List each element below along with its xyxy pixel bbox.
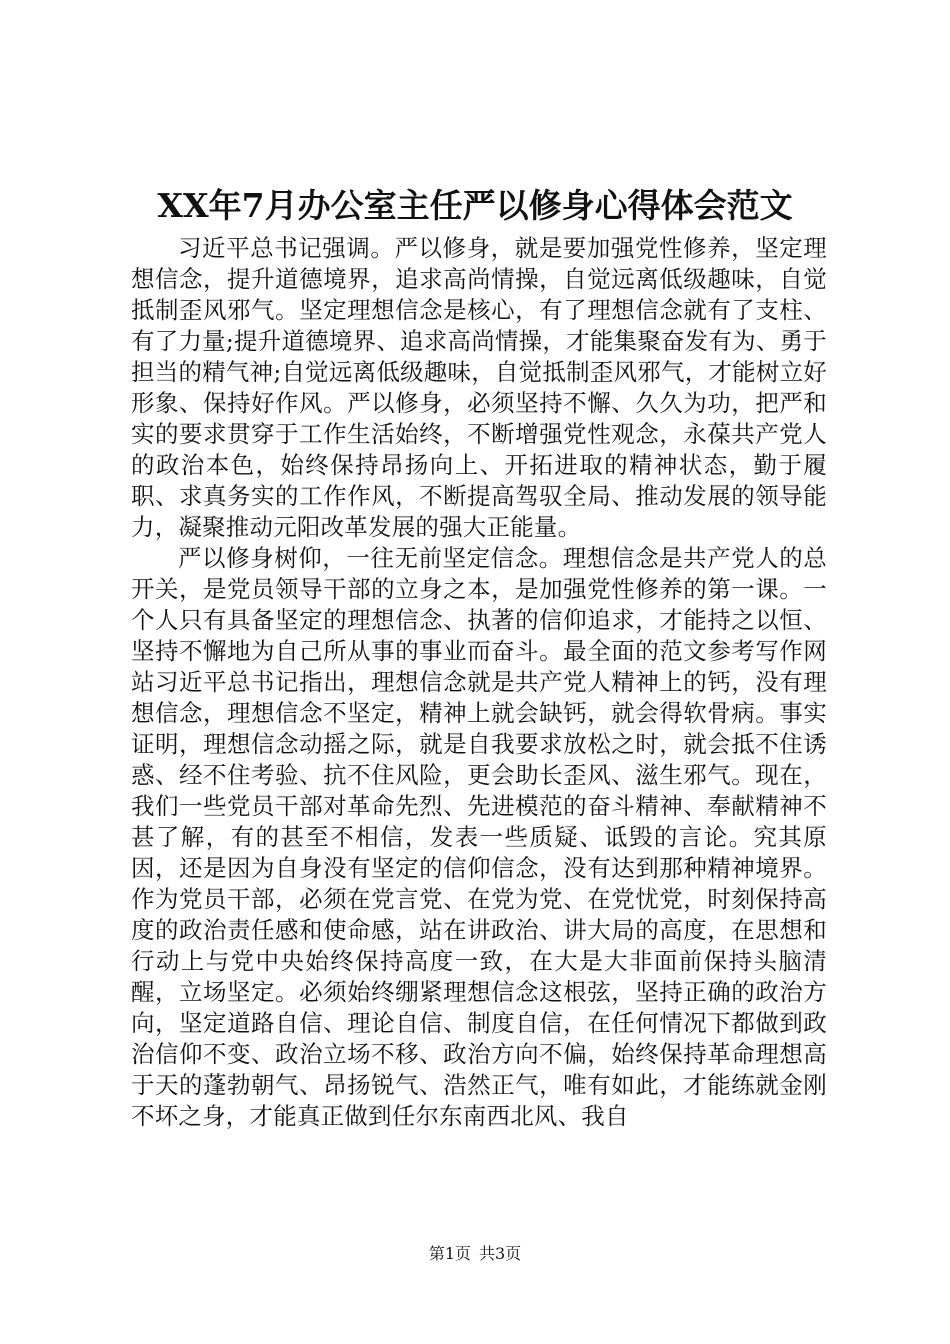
page-number: 第1页 [428,1244,471,1263]
page-total: 共3页 [479,1244,522,1263]
document-title: XX年7月办公室主任严以修身心得体会范文 [157,186,793,225]
page-footer [0,1243,950,1265]
document-body [131,233,827,1132]
body-paragraph-1: 习近平总书记强调。严以修身，就是要加强党性修养，坚定理想信念，提升道德境界，追求高尚情操，自觉远离低级趣味，自觉抵制歪风邪气。坚定理想信念是核心，有了理想信念就有了支柱、有了力量;提升道德境界、追求高尚情操，才能集聚奋发有为、勇于担当的精气神;自觉远离低级趣味，自觉抵制歪风邪气，才能树立好形象、保持好作风。严以修身，必须坚持不懈、久久为功，把严和实的要求贯穿于工作生活始终，不断增强党性观念，永葆共产党人的政治本色，始终保持昂扬向上、开拓进取的精神状态，勤于履职、求真务实的工作作风，不断提高驾驭全局、推动发展的领导能力，凝聚推动元阳改革发展的强大正能量。 [131,234,827,541]
body-paragraph-2: 严以修身树仰，一往无前坚定信念。理想信念是共产党人的总开关，是党员领导干部的立身之本，是加强党性修养的第一课。一个人只有具备坚定的理想信念、执著的信仰追求，才能持之以恒、坚持不懈地为自己所从事的事业而奋斗。最全面的范文参考写作网站习近平总书记指出，理想信念就是共产党人精神上的钙，没有理想信念，理想信念不坚定，精神上就会缺钙，就会得软骨病。事实证明，理想信念动摇之际，就是自我要求放松之时，就会抵不住诱惑、经不住考验、抗不住风险，更会助长歪风、滋生邪气。现在，我们一些党员干部对革命先烈、先进模范的奋斗精神、奉献精神不甚了解，有的甚至不相信，发表一些质疑、诋毁的言论。究其原因，还是因为自身没有坚定的信仰信念，没有达到那种精神境界。作为党员干部，必须在党言党、在党为党、在党忧党，时刻保持高度的政治责任感和使命感，站在讲政治、讲大局的高度，在思想和行动上与党中央始终保持高度一致，在大是大非面前保持头脑清醒，立场坚定。必须始终绷紧理想信念这根弦，坚持正确的政治方向，坚定道路自信、理论自信、制度自信，在任何情况下都做到政治信仰不变、政治立场不移、政治方向不偏，始终保持革命理想高于天的蓬勃朝气、昂扬锐气、浩然正气，唯有如此，才能练就金刚不坏之身，才能真正做到任尔东南西北风、我自 [131,544,827,1130]
